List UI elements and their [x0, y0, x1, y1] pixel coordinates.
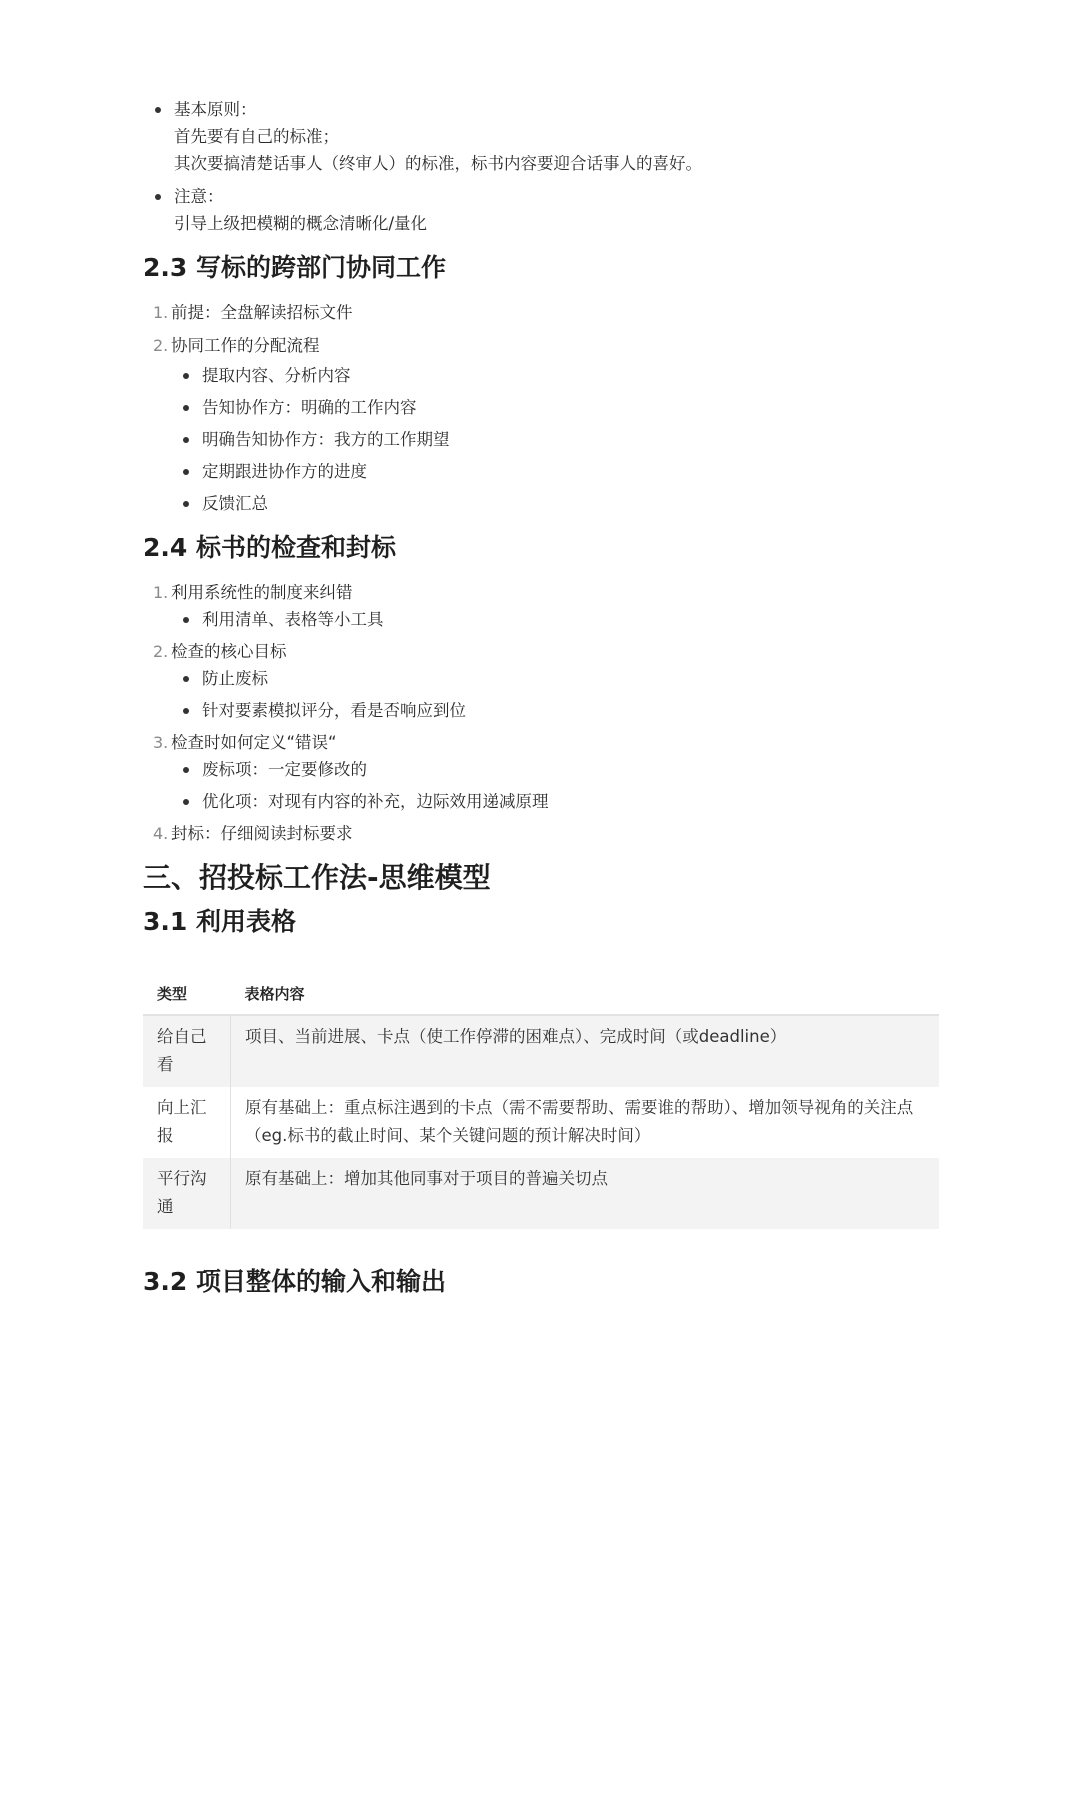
- section-heading-3-2: 3.2 项目整体的输入和输出: [143, 1267, 446, 1296]
- table-row: [143, 1015, 939, 1087]
- cell-content: 原有基础上：增加其他同事对于项目的普遍关切点: [231, 1158, 940, 1229]
- column-header-content: 表格内容: [231, 975, 940, 1015]
- cell-type-line: 向上汇: [157, 1098, 207, 1117]
- table-row: [143, 1087, 939, 1158]
- sub-list-item: 利用清单、表格等小工具: [202, 606, 943, 633]
- list-number: 3.: [153, 733, 169, 752]
- sub-list-item: 防止废标: [202, 665, 943, 692]
- sub-bullet-list: [171, 606, 943, 633]
- list-item-text: 检查的核心目标: [171, 642, 287, 661]
- sub-list-item: 告知协作方：明确的工作内容: [202, 394, 943, 421]
- list-item: [143, 299, 943, 326]
- sub-bullet-list: [171, 665, 943, 724]
- list-number: 1.: [153, 583, 169, 602]
- numbered-list-2-4: [143, 579, 943, 847]
- list-item-principles: [174, 96, 943, 177]
- sub-bullet-list: [171, 756, 943, 815]
- section-heading-2-4: 2.4 标书的检查和封标: [143, 533, 396, 562]
- cell-content: 项目、当前进展、卡点（使工作停滞的困难点）、完成时间（或deadline）: [231, 1015, 940, 1087]
- intro-bullet-list: [143, 96, 943, 237]
- list-item-text: 前提：全盘解读招标文件: [171, 303, 353, 322]
- list-number: 2.: [153, 336, 169, 355]
- bullet-line: 首先要有自己的标准；: [174, 127, 339, 146]
- chapter-heading-3: 三、招投标工作法-思维模型: [143, 861, 491, 894]
- sub-list-item: 废标项：一定要修改的: [202, 756, 943, 783]
- list-item-text: 检查时如何定义“错误“: [171, 733, 337, 752]
- sub-bullet-list: [171, 362, 943, 517]
- sub-list-item: 提取内容、分析内容: [202, 362, 943, 389]
- list-item-text: 封标：仔细阅读封标要求: [171, 824, 353, 843]
- list-number: 1.: [153, 303, 169, 322]
- list-item-text: 利用系统性的制度来纠错: [171, 583, 353, 602]
- sub-list-item: 优化项：对现有内容的补充，边际效用递减原理: [202, 788, 943, 815]
- sub-list-item: 定期跟进协作方的进度: [202, 458, 943, 485]
- list-item-text: 协同工作的分配流程: [171, 336, 320, 355]
- list-item: [143, 579, 943, 633]
- document-page: [143, 96, 943, 1299]
- cell-type: [143, 1158, 231, 1229]
- list-item: [143, 820, 943, 847]
- info-table: [143, 975, 939, 1229]
- cell-type-line: 通: [157, 1197, 174, 1216]
- numbered-list-2-3: [143, 299, 943, 517]
- bullet-label: 基本原则：: [174, 100, 257, 119]
- sub-list-item: 明确告知协作方：我方的工作期望: [202, 426, 943, 453]
- list-number: 2.: [153, 642, 169, 661]
- cell-type-line: 报: [157, 1126, 174, 1145]
- table-header-row: [143, 975, 939, 1015]
- bullet-line: 其次要搞清楚话事人（终审人）的标准，标书内容要迎合话事人的喜好。: [174, 154, 702, 173]
- cell-type: [143, 1015, 231, 1087]
- list-item: [143, 729, 943, 815]
- column-header-type: 类型: [143, 975, 231, 1015]
- list-number: 4.: [153, 824, 169, 843]
- cell-type: [143, 1087, 231, 1158]
- cell-type-line: 给自己: [157, 1027, 207, 1046]
- sub-list-item: 针对要素模拟评分，看是否响应到位: [202, 697, 943, 724]
- cell-type-line: 平行沟: [157, 1169, 207, 1188]
- bullet-line: 引导上级把模糊的概念清晰化/量化: [174, 214, 428, 233]
- table-row: [143, 1158, 939, 1229]
- cell-content: 原有基础上：重点标注遇到的卡点（需不需要帮助、需要谁的帮助）、增加领导视角的关注点（eg.标书的截止时间、某个关键问题的预计解决时间）: [231, 1087, 940, 1158]
- list-item: [143, 638, 943, 724]
- section-heading-3-1: 3.1 利用表格: [143, 907, 296, 936]
- bullet-label: 注意：: [174, 187, 224, 206]
- list-item-note: [174, 183, 943, 237]
- cell-type-line: 看: [157, 1055, 174, 1074]
- section-heading-2-3: 2.3 写标的跨部门协同工作: [143, 253, 446, 282]
- list-item: [143, 332, 943, 517]
- sub-list-item: 反馈汇总: [202, 490, 943, 517]
